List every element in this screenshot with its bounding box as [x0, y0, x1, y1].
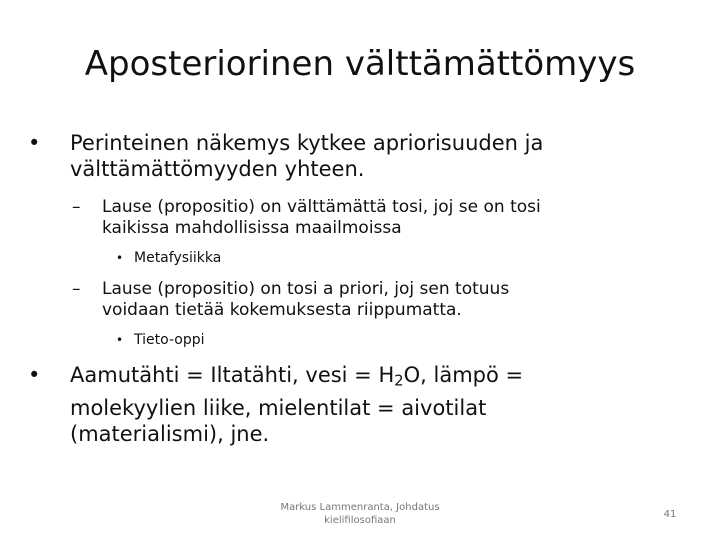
footer — [270, 501, 450, 527]
bullet-dot: • — [28, 363, 41, 387]
bullet-2-line3: (materialismi), jne. — [70, 421, 270, 446]
sub-bullet-1-line1: Lause (propositio) on välttämättä tosi, joj se on tosi — [102, 197, 541, 217]
sub-sub-bullet-2-text: Tieto-oppi — [134, 332, 205, 348]
dash-marker: – — [72, 279, 81, 299]
bullet-dot: • — [116, 251, 124, 265]
sub-sub-bullet-1 — [116, 249, 221, 267]
footer-line1: Markus Lammenranta, Johdatus — [280, 502, 440, 513]
sub-sub-bullet-1-text: Metafysiikka — [134, 250, 222, 266]
bullet-2 — [28, 362, 668, 447]
footer-line2: kielifilosofiaan — [324, 515, 396, 526]
bullet-1-line1: Perinteinen näkemys kytkee apriorisuuden ja — [70, 131, 544, 155]
sub-bullet-1 — [72, 197, 672, 239]
sub-bullet-2-line1: Lause (propositio) on tosi a priori, joj sen totuus — [102, 279, 510, 299]
sub-bullet-1-line2: kaikissa mahdollisissa maailmoissa — [102, 218, 402, 238]
sub-bullet-2 — [72, 279, 672, 321]
sub-bullet-2-line2: voidaan tietää kokemuksesta riippumatta. — [102, 300, 462, 320]
bullet-1 — [28, 130, 668, 182]
bullet-2-line1 — [70, 362, 668, 395]
slide-title: Aposteriorinen välttämättömyys — [84, 44, 636, 84]
page-number: 41 — [663, 509, 677, 520]
bullet-dot: • — [116, 333, 124, 347]
bullet-dot: • — [28, 131, 41, 155]
bullet-2-line2: molekyylien liike, mielentilat = aivotilat — [70, 395, 487, 420]
sub-sub-bullet-2 — [116, 331, 204, 349]
bullet-2-line1-pre: Aamutähti = Iltatähti, vesi = H — [70, 363, 395, 387]
subscript-2: 2 — [394, 372, 404, 390]
bullet-2-line1-post: O, lämpö = — [403, 363, 524, 387]
bullet-1-line2: välttämättömyyden yhteen. — [70, 157, 365, 181]
dash-marker: – — [72, 197, 81, 217]
